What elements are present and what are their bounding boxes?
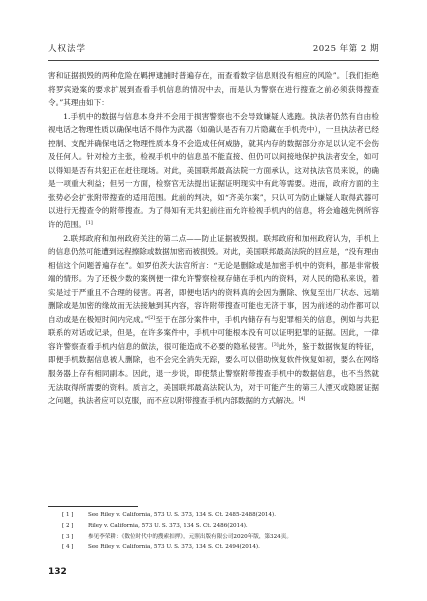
paragraph-text: 2.联邦政府和加州政府关注的第二点——防止证据被毁损。联邦政府和加州政府认为，手机上的信息仍然可能遭到远程擦除或数据加密而被损毁。对此，美国联邦最高法院的回应是，“没有理由相信这个问题普遍存在”。如罗伯茨大法官所言：“无论是删除或是加密手机中的资料，都是非常极端的情形。为了还极少数的案例便一律允许警察检视存储在手机内的资料，对人民的隐私来说，着实是过于严重且不合理的侵害。再者，即便电话内的资料真的会因为删除、恢复至出厂状态、远端删除或是加密的缘故而无法接触到其内容，容许附带搜查可能也无济于事，因为前述的动作都可以自动或是在极短时间内完成。” bbox=[48, 233, 379, 324]
footnote-number: [ 4 ] bbox=[62, 544, 74, 551]
footnote-number: [ 3 ] bbox=[62, 533, 74, 540]
footnote-ref-3[interactable]: [3] bbox=[271, 342, 279, 348]
footnote-number: [ 1 ] bbox=[62, 512, 74, 518]
footnote bbox=[62, 542, 382, 553]
footnote-text: Riley v. California, 573 U. S. 373, 134 S. Ct. 2486(2014). bbox=[88, 522, 248, 529]
footnote-number: [ 2 ] bbox=[62, 522, 74, 529]
footnote-text: 参见李荣耕：《数位时代中的搜索扣押》，元照出版有限公司2020年版，第324页。 bbox=[88, 533, 292, 540]
page-number: 132 bbox=[48, 567, 67, 577]
running-header bbox=[48, 42, 379, 56]
paragraph-continuation bbox=[48, 69, 379, 110]
footnote-text: See Riley v. California, 573 U. S. 373, 134 S. Ct. 2494(2014). bbox=[88, 544, 260, 551]
footnote-divider bbox=[48, 506, 138, 507]
footnote-text: See Riley v. California, 573 U. S. 373, 134 S. Ct. 2485-2488(2014). bbox=[88, 512, 277, 518]
footnote bbox=[62, 510, 382, 521]
paragraph-text: 此外，鉴于数据恢复的特征，即便手机数据信息被人删除，也不会完全消失无踪，要么可以借助恢复软件恢复如初，要么在网络服务器上存有相同副本。因此，退一步说，即使禁止警察附带搜查手机中的数据信息，也不当然就无法取得所需要的资料。质言之，美国联邦最高法院认为，对于可能产生的第三人湮灭或隐匿证据之问题，执法者应可以克服，而不应以附带搜查手机内部数据的方式解决。 bbox=[48, 341, 380, 406]
article-body bbox=[48, 69, 379, 408]
footnote-ref-1[interactable]: [1] bbox=[85, 221, 93, 227]
footnote bbox=[62, 521, 382, 532]
header-divider bbox=[48, 60, 379, 61]
footnote-ref-2[interactable]: [2] bbox=[148, 315, 156, 321]
journal-title: 人权法学 bbox=[48, 44, 87, 54]
paragraph-text: 1.手机中的数据与信息本身并不会用于损害警察也不会导致嫌疑人逃跑。执法者仍然有自由检视电话之物理性质以确保电话不得作为武器（如确认是否有刀片隐藏在手机壳中），一旦执法者已经控制、支配并确保电话之物理性质本身不会造成任何威胁，就其内存的数据部分亦足以认定不会伤及任何人。针对检方主张，检视手机中的信息虽不能直接、但仍可以间接地保护执法者安全，如可以得知是否有共犯正在赶往现场。对此，美国联邦最高法院一方面承认，这对执法官员来说，的确是一项重大利益；但另一方面，检察官无法提出证据证明现实中有此等需要。进而，政府方面的主张势必会扩张附带搜查的适用范围。此前的判决，如“齐美尔案”，只认可为防止嫌疑人取得武器可以进行无搜查令的附带搜查。为了得知有无共犯前往而允许检视手机内的信息，将会逾越先例所容许的范围。 bbox=[48, 111, 379, 230]
footnotes bbox=[62, 510, 382, 553]
paragraph-text: 至于在部分案件中，手机内储存有与犯罪相关的信息，例如与共犯联系的对话或记录，但是，在许多案件中，手机中可能根本没有可以证明犯罪的证据。因此，一律容许警察查看手机内信息的做法，很可能造成不必要的隐私侵害。 bbox=[48, 314, 379, 351]
issue-label: 2025 年第 2 期 bbox=[312, 44, 379, 54]
footnote bbox=[62, 532, 382, 543]
paragraph-point-2 bbox=[48, 232, 379, 408]
footnote-ref-4[interactable]: [4] bbox=[298, 397, 306, 403]
paragraph-point-1 bbox=[48, 110, 379, 232]
paragraph-text: 害和证据损毁的两种危险在羁押逮捕时普遍存在，而查看数字信息则没有相应的风险”。［我们拒绝将罗宾逊案的要求扩展到查看手机信息的情况中去，而是认为警察在进行搜查之前必须获得搜查令。”其理由如下： bbox=[48, 71, 379, 108]
